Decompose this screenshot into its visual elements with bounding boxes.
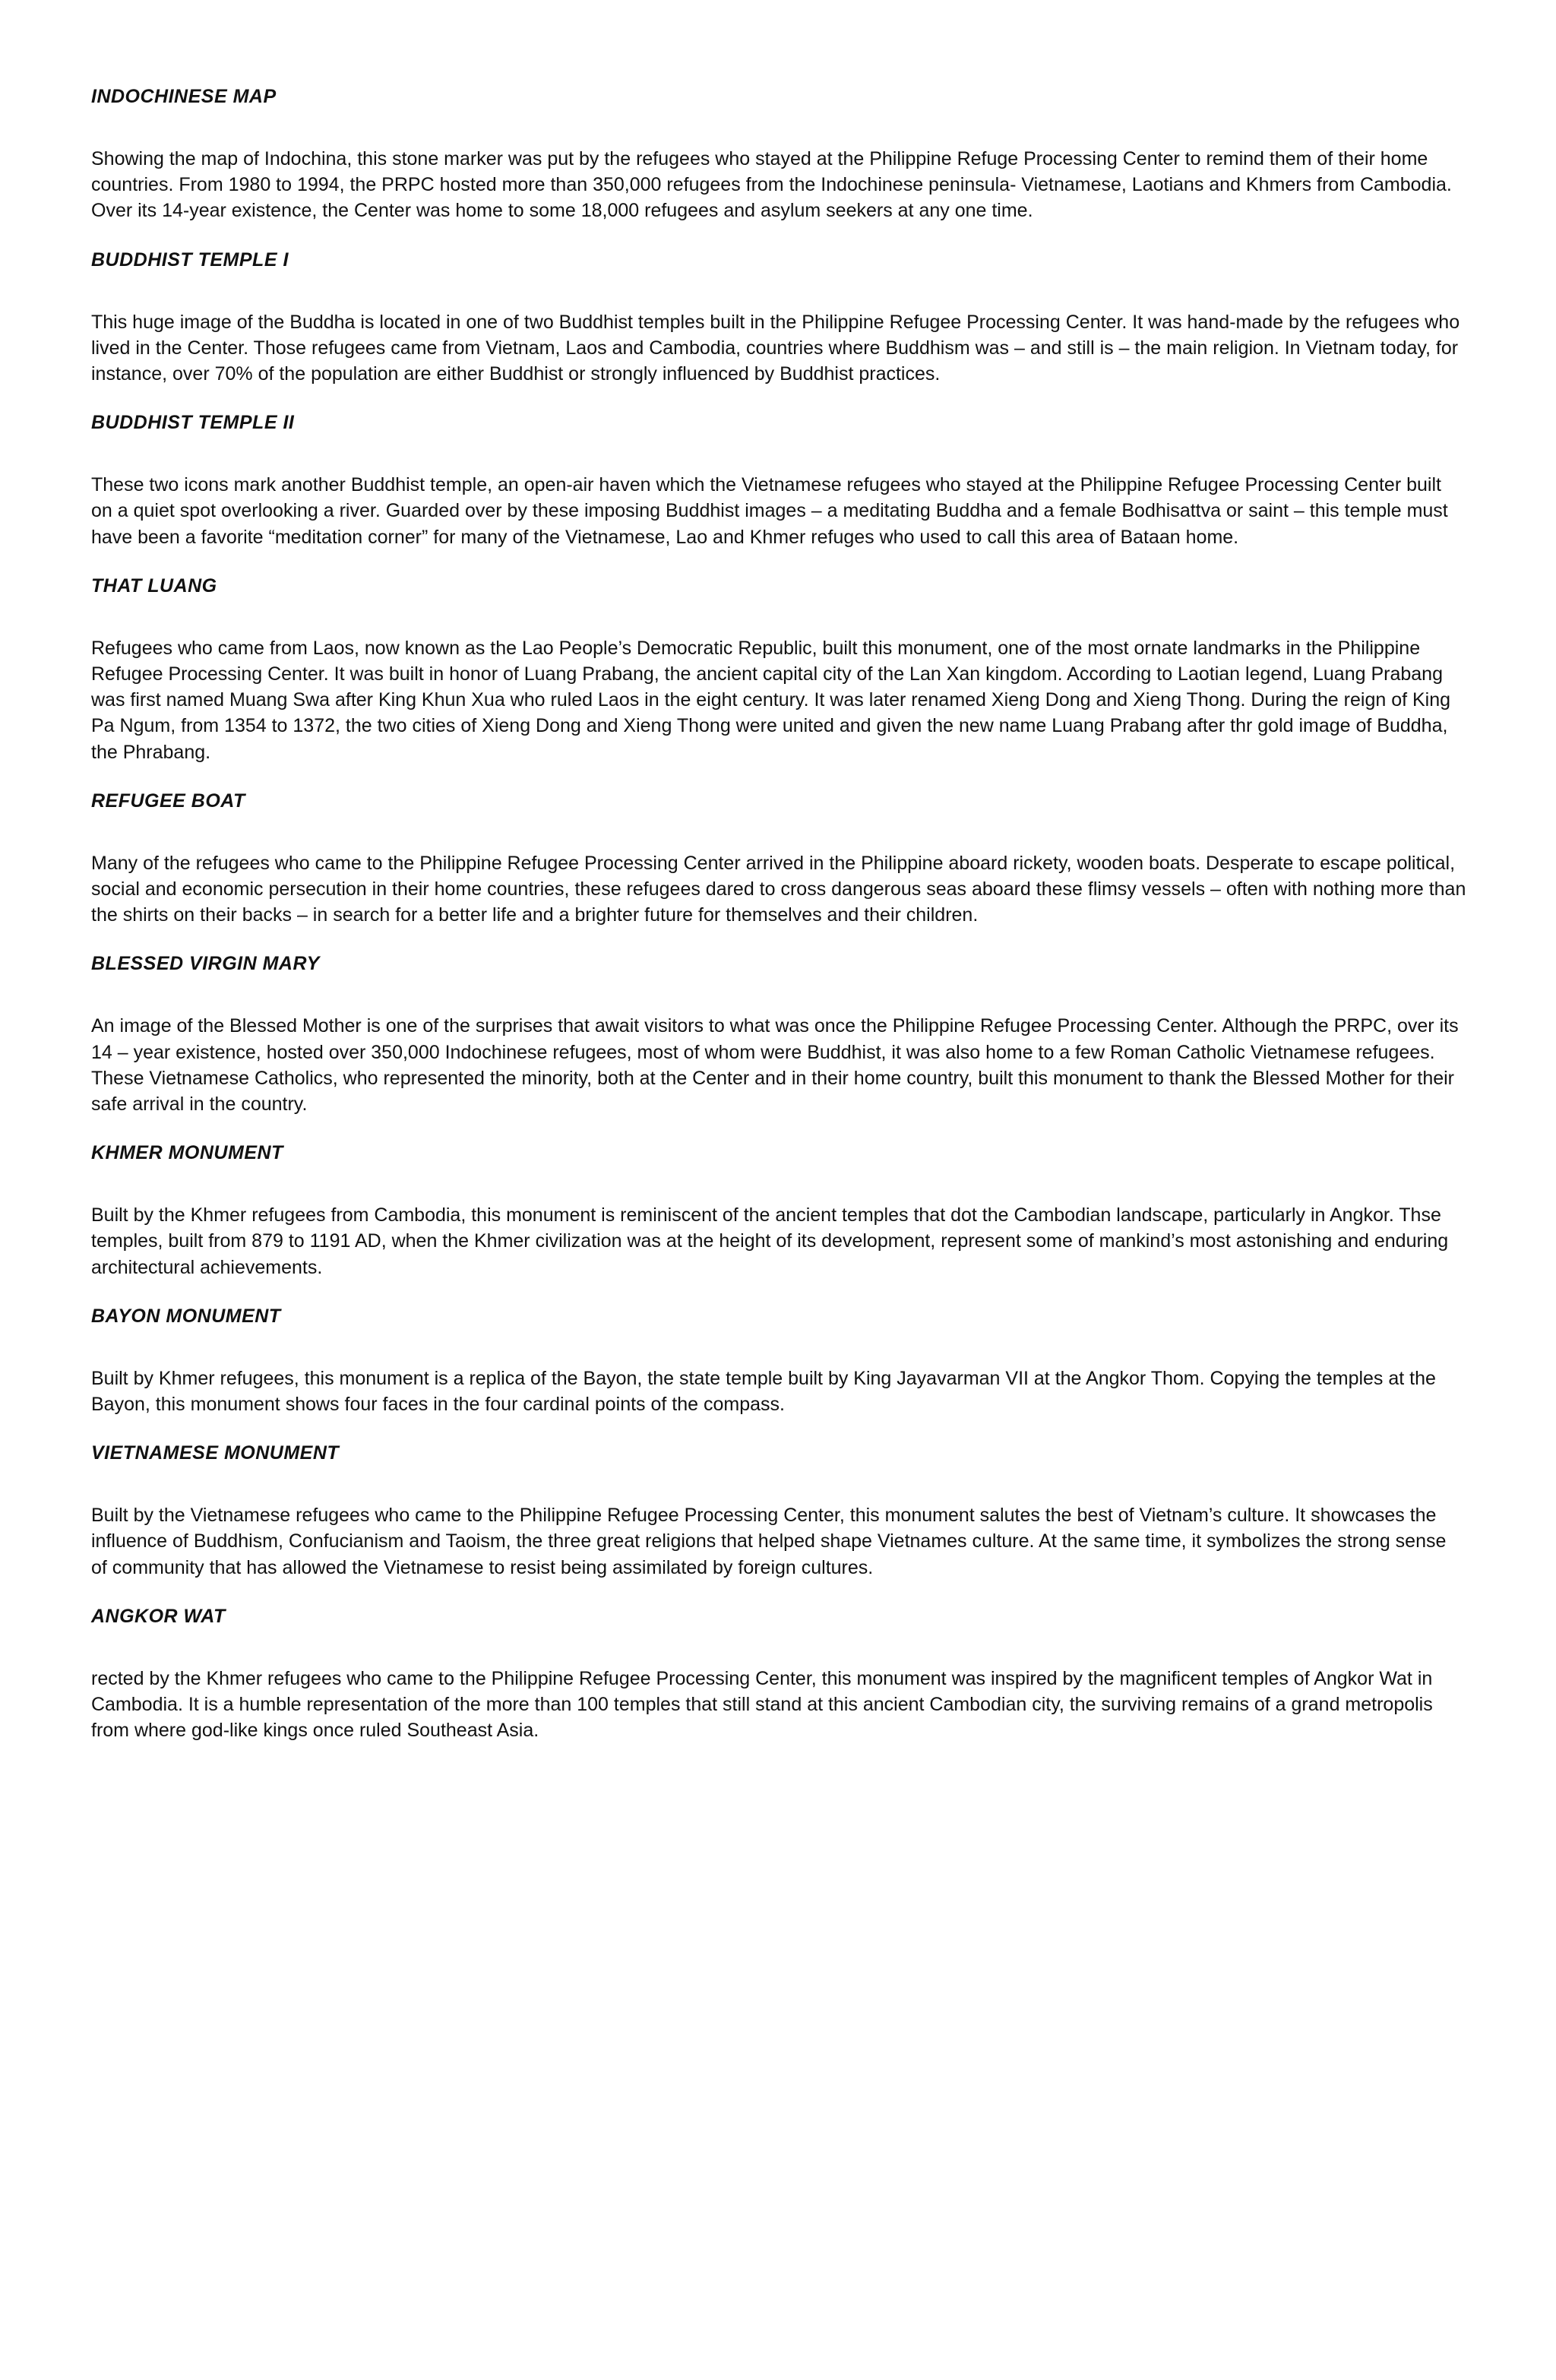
section-vietnamese-monument [91, 1440, 1466, 1581]
section-heading: BUDDHIST TEMPLE I [91, 248, 289, 271]
section-heading: BUDDHIST TEMPLE II [91, 412, 295, 434]
section-heading: REFUGEE BOAT [91, 790, 245, 812]
section-body: Built by the Khmer refugees from Cambodia, this monument is reminiscent of the ancient temples that dot the Cambodian landscape, particularly in Angkor. Thse temples, built from 879 to 1191 AD, when the Khmer civilization was at the height of its development, represent some of mankind’s most astonishing and enduring architectural achievements. [91, 1204, 1449, 1278]
section-body: An image of the Blessed Mother is one of the surprises that await visitors to what was once the Philippine Refugee Processing Center. Although the PRPC, over its 14 – year existence, hosted over 350,000 Indochinese refugees, most of whom were Buddhist, it was also home to a few Roman Catholic Vietnamese refugees. These Vietnamese Catholics, who represented the minority, both at the Center and in their home country, built this monument to thank the Blessed Mother for their safe arrival in the country. [91, 1015, 1459, 1116]
section-body: Many of the refugees who came to the Philippine Refugee Processing Center arrived in the Philippine aboard rickety, wooden boats. Desperate to escape political, social and economic persecution in their home countries, these refugees dared to cross dangerous seas aboard these flimsy vessels – often with nothing more than the shirts on their backs – in search for a better life and a brighter future for themselves and their children. [91, 852, 1466, 926]
section-heading: VIETNAMESE MONUMENT [91, 1442, 340, 1464]
section-heading: BAYON MONUMENT [91, 1305, 281, 1327]
document-page [91, 84, 1466, 1767]
section-body: These two icons mark another Buddhist temple, an open-air haven which the Vietnamese refugees who stayed at the Philippine Refugee Processing Center built on a quiet spot overlooking a river. Guarded over by these imposing Buddhist images – a meditating Buddha and a female Bodhisattva or saint – this temple must have been a favorite “meditation corner” for many of the Vietnamese, Lao and Khmer refuges who used to call this area of Bataan home. [91, 474, 1448, 548]
section-blessed-virgin-mary [91, 951, 1466, 1117]
section-bayon-monument [91, 1303, 1466, 1417]
section-heading: BLESSED VIRGIN MARY [91, 953, 320, 975]
section-body: This huge image of the Buddha is located in one of two Buddhist temples built in the Philippine Refugee Processing Center. It was hand-made by the refugees who lived in the Center. Those refugees came from Vietnam, Laos and Cambodia, countries where Buddhism was – and still is – the main religion. In Vietnam today, for instance, over 70% of the population are either Buddhist or strongly influenced by Buddhist practices. [91, 311, 1460, 385]
section-that-luang [91, 573, 1466, 765]
section-body: Showing the map of Indochina, this stone marker was put by the refugees who stayed at the Philippine Refuge Processing Center to remind them of their home countries. From 1980 to 1994, the PRPC hosted more than 350,000 refugees from the Indochinese peninsula- Vietnamese, Laotians and Khmers from Cambodia. Over its 14-year existence, the Center was home to some 18,000 refugees and asylum seekers at any one time. [91, 148, 1452, 222]
section-buddhist-temple-ii [91, 410, 1466, 550]
section-heading: INDOCHINESE MAP [91, 86, 277, 107]
section-khmer-monument [91, 1140, 1466, 1280]
section-body: Built by Khmer refugees, this monument is a replica of the Bayon, the state temple built by King Jayavarman VII at the Angkor Thom. Copying the temples at the Bayon, this monument shows four faces in the four cardinal points of the compass. [91, 1367, 1436, 1416]
section-heading: KHMER MONUMENT [91, 1142, 283, 1164]
section-indochinese-map [91, 84, 1466, 224]
section-angkor-wat [91, 1603, 1466, 1744]
section-refugee-boat [91, 788, 1466, 929]
section-heading: ANGKOR WAT [91, 1605, 226, 1627]
section-body: Refugees who came from Laos, now known as the Lao People’s Democratic Republic, built this monument, one of the most ornate landmarks in the Philippine Refugee Processing Center. It was built in honor of Luang Prabang, the ancient capital city of the Lan Xan kingdom. According to Laotian legend, Luang Prabang was first named Muang Swa after King Khun Xua who ruled Laos in the eight century. It was later renamed Xieng Dong and Xieng Thong. During the reign of King Pa Ngum, from 1354 to 1372, the two cities of Xieng Dong and Xieng Thong were united and given the new name Luang Prabang after thr gold image of Buddha, the Phrabang. [91, 637, 1451, 763]
section-heading: THAT LUANG [91, 574, 217, 597]
section-buddhist-temple-i [91, 247, 1466, 388]
section-body: rected by the Khmer refugees who came to the Philippine Refugee Processing Center, this monument was inspired by the magnificent temples of Angkor Wat in Cambodia. It is a humble representation of the more than 100 temples that still stand at this ancient Cambodian city, the surviving remains of a grand metropolis from where god-like kings once ruled Southeast Asia. [91, 1667, 1433, 1742]
section-body: Built by the Vietnamese refugees who came to the Philippine Refugee Processing Center, this monument salutes the best of Vietnam’s culture. It showcases the influence of Buddhism, Confucianism and Taoism, the three great religions that helped shape Vietnames culture. At the same time, it symbolizes the strong sense of community that has allowed the Vietnamese to resist being assimilated by foreign cultures. [91, 1505, 1447, 1578]
